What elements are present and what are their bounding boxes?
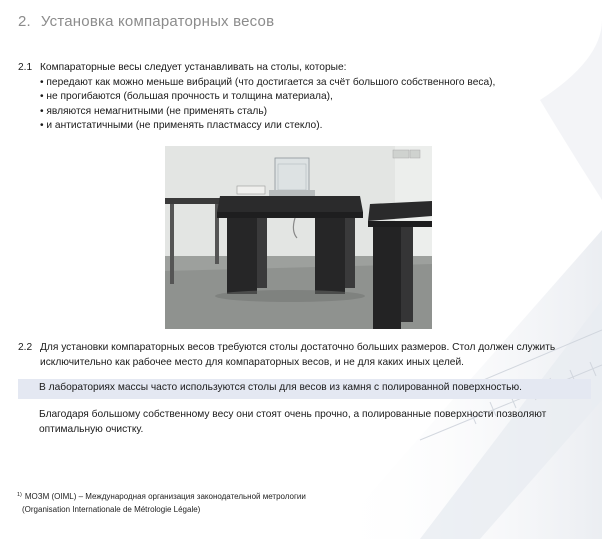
item-2-1-intro: Компараторные весы следует устанавливать на столы, которые: [40, 62, 347, 73]
bullet-item: • передают как можно меньше вибраций (что достигается за счёт большого собственного веса), [40, 76, 496, 88]
item-2-2-line: Для установки компараторных весов требуются столы достаточно больших размеров. Стол должен служить [40, 342, 556, 353]
bullet-item: • не прогибаются (большая прочность и толщина материала), [40, 91, 333, 102]
bullet-item: • и антистатичными (не применять пластмассу или стекло). [40, 120, 323, 131]
footnote-line-1: МОЗМ (OIML) – Международная организация законодательной метрологии [24, 492, 306, 501]
bullet-item: • являются немагнитными (не применять сталь) [40, 105, 268, 117]
paragraph-line: оптимальную очистку. [39, 423, 144, 435]
item-2-2-number: 2.2 [18, 342, 33, 353]
paragraph-polished-surface [39, 408, 546, 437]
section-number: 2. [18, 13, 31, 30]
item-2-2-line: исключительно как рабочее место для компараторных весов, и не для каких иных целей. [40, 356, 464, 368]
section-title: Установка компараторных весов [40, 13, 275, 30]
highlight-text: В лабораториях массы часто используются столы для весов из камня с полированной поверхностью. [39, 382, 522, 393]
footnote [17, 490, 306, 516]
section-heading [18, 13, 274, 30]
paragraph-line: Благодаря большому собственному весу они стоят очень прочно, а полированные поверхности позволяют [39, 409, 547, 420]
weighing-tables-photo [165, 146, 432, 329]
footnote-line-2: (Organisation Internationale de Métrologie Légale) [22, 505, 201, 514]
highlight-box [18, 379, 591, 399]
footnote-marker: 1) [17, 492, 22, 498]
item-2-1-number: 2.1 [18, 62, 33, 73]
